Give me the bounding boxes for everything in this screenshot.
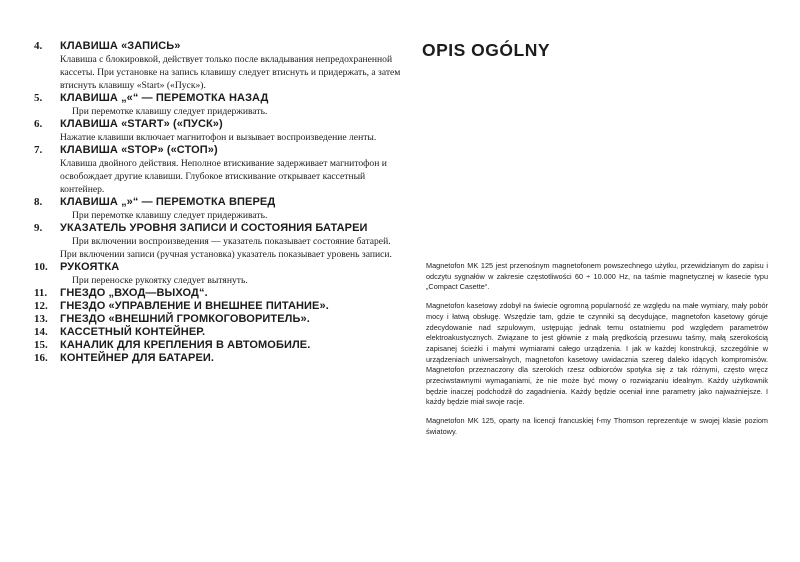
item-heading: КОНТЕЙНЕР ДЛЯ БАТАРЕИ. xyxy=(60,352,215,364)
item-number: 16. xyxy=(34,352,48,364)
list-item xyxy=(34,118,406,144)
list-item xyxy=(34,352,406,365)
item-number: 14. xyxy=(34,326,48,338)
item-number: 5. xyxy=(34,92,43,104)
item-body xyxy=(60,261,406,287)
item-heading: КЛАВИША «START» («ПУСК») xyxy=(60,118,223,130)
list-item xyxy=(34,92,406,118)
item-number: 11. xyxy=(34,287,48,299)
item-body xyxy=(60,326,406,339)
item-heading: КАССЕТНЫЙ КОНТЕЙНЕР. xyxy=(60,326,206,338)
item-number: 13. xyxy=(34,313,48,325)
list-item xyxy=(34,222,406,261)
item-number: 9. xyxy=(34,222,43,234)
item-body xyxy=(60,287,406,300)
list-item xyxy=(34,313,406,326)
item-heading: РУКОЯТКА xyxy=(60,261,120,273)
item-description: При включении воспроизведения — указатель показывает состояние батарей. При включении записи (ручная установка) указатель показывает уровень записи. xyxy=(60,236,392,260)
item-number: 12. xyxy=(34,300,48,312)
item-heading: ГНЕЗДО «УПРАВЛЕНИЕ И ВНЕШНЕЕ ПИТАНИЕ». xyxy=(60,300,329,312)
item-body xyxy=(60,144,406,196)
item-description: При переноске рукоятку следует вытянуть. xyxy=(72,275,248,286)
list-item xyxy=(34,339,406,352)
item-description: Клавиша с блокировкой, действует только после вкладывания непредохраненной кассеты. При установке на запись клавишу следует втиснуть и придержать, а затем втиснуть клавишу «Start» («Пуск»). xyxy=(60,54,401,91)
item-heading: ГНЕЗДО «ВНЕШНИЙ ГРОМКОГОВОРИТЕЛЬ». xyxy=(60,313,310,325)
paragraph: Magnetofon MK 125, oparty na licencji francuskiej f-my Thomson reprezentuje w swojej klasie poziom światowy. xyxy=(426,416,768,436)
item-heading: КЛАВИША „«“ — ПЕРЕМОТКА НАЗАД xyxy=(60,92,269,104)
item-number: 6. xyxy=(34,118,43,130)
item-body xyxy=(60,339,406,352)
item-body xyxy=(60,300,406,313)
controls-list xyxy=(34,40,406,365)
list-item xyxy=(34,40,406,92)
item-heading: КАНАЛИК ДЛЯ КРЕПЛЕНИЯ В АВТОМОБИЛЕ. xyxy=(60,339,311,351)
list-item xyxy=(34,144,406,196)
list-item xyxy=(34,300,406,313)
item-description: Нажатие клавиши включает магнитофон и вызывает воспроизведение ленты. xyxy=(60,132,377,143)
item-description: Клавиша двойного действия. Неполное втискивание задерживает магнитофон и освобождает другие клавиши. Глубокое втискивание открывает кассетный контейнер. xyxy=(60,158,387,195)
item-number: 7. xyxy=(34,144,43,156)
item-body xyxy=(60,196,406,222)
item-body xyxy=(60,313,406,326)
item-number: 4. xyxy=(34,40,43,52)
list-item xyxy=(34,326,406,339)
item-heading: УКАЗАТЕЛЬ УРОВНЯ ЗАПИСИ И СОСТОЯНИЯ БАТАРЕИ xyxy=(60,222,368,234)
item-heading: КЛАВИША „»“ — ПЕРЕМОТКА ВПЕРЕД xyxy=(60,196,276,208)
item-description: При перемотке клавишу следует придерживать. xyxy=(72,210,268,221)
item-body xyxy=(60,118,406,144)
list-item xyxy=(34,261,406,287)
item-body xyxy=(60,92,406,118)
item-heading: КЛАВИША «STOP» («СТОП») xyxy=(60,144,218,156)
paragraph: Magnetofon kasetowy zdobył na świecie ogromną popularność ze względu na małe wymiary, mały pobór mocy i łatwą obsługę. Wszędzie tam, gdzie te czynniki są decydujące, magnetofon kasetowy góruje zdecydowanie nad szpulowym, ustępując jednak temu ostatniemu pod względem parametrów elektroakustycznych. Związane to jest głównie z małą prędkością przesuwu taśmy, małą szerokością zapisanej ścieżki i małymi wymiarami całego urządzenia. I jak w każdej konstrukcji, szczególnie w urządzeniach uniwersalnych, magnetofon kasetowy uwidacznia szereg daleko idących kompromisów. Magnetofon przeznaczony dla szerokich rzesz odbiorców spotyka się z tak różnymi, często wręcz przeciwstawnymi wymaganiami, że nie może być mowy o rozwiązaniu idealnym. Każdy użytkownik będzie inaczej podchodził do zagadnienia. Każdy będzie oceniał inne parametry jako najważniejsze. I każdy będzie miał swoje racje. xyxy=(426,301,768,407)
item-body xyxy=(60,222,406,261)
item-body xyxy=(60,40,406,92)
section-title: OPIS OGÓLNY xyxy=(422,40,551,60)
item-number: 10. xyxy=(34,261,48,273)
item-heading: ГНЕЗДО „ВХОД—ВЫХОД“. xyxy=(60,287,208,299)
item-number: 8. xyxy=(34,196,43,208)
general-description-header xyxy=(420,40,765,61)
item-number: 15. xyxy=(34,339,48,351)
list-item xyxy=(34,287,406,300)
list-item xyxy=(34,196,406,222)
item-description: При перемотке клавишу следует придерживать. xyxy=(72,106,268,117)
item-body xyxy=(60,352,406,365)
paragraph: Magnetofon MK 125 jest przenośnym magnetofonem powszechnego użytku, przewidzianym do zapisu i odczytu sygnałów w zakresie częstotliwości 60 ÷ 10.000 Hz, na taśmie magnetycznej w kasecie typu „Compact Casette“. xyxy=(426,261,768,292)
item-heading: КЛАВИША «ЗАПИСЬ» xyxy=(60,40,181,52)
general-description-text xyxy=(426,261,768,446)
